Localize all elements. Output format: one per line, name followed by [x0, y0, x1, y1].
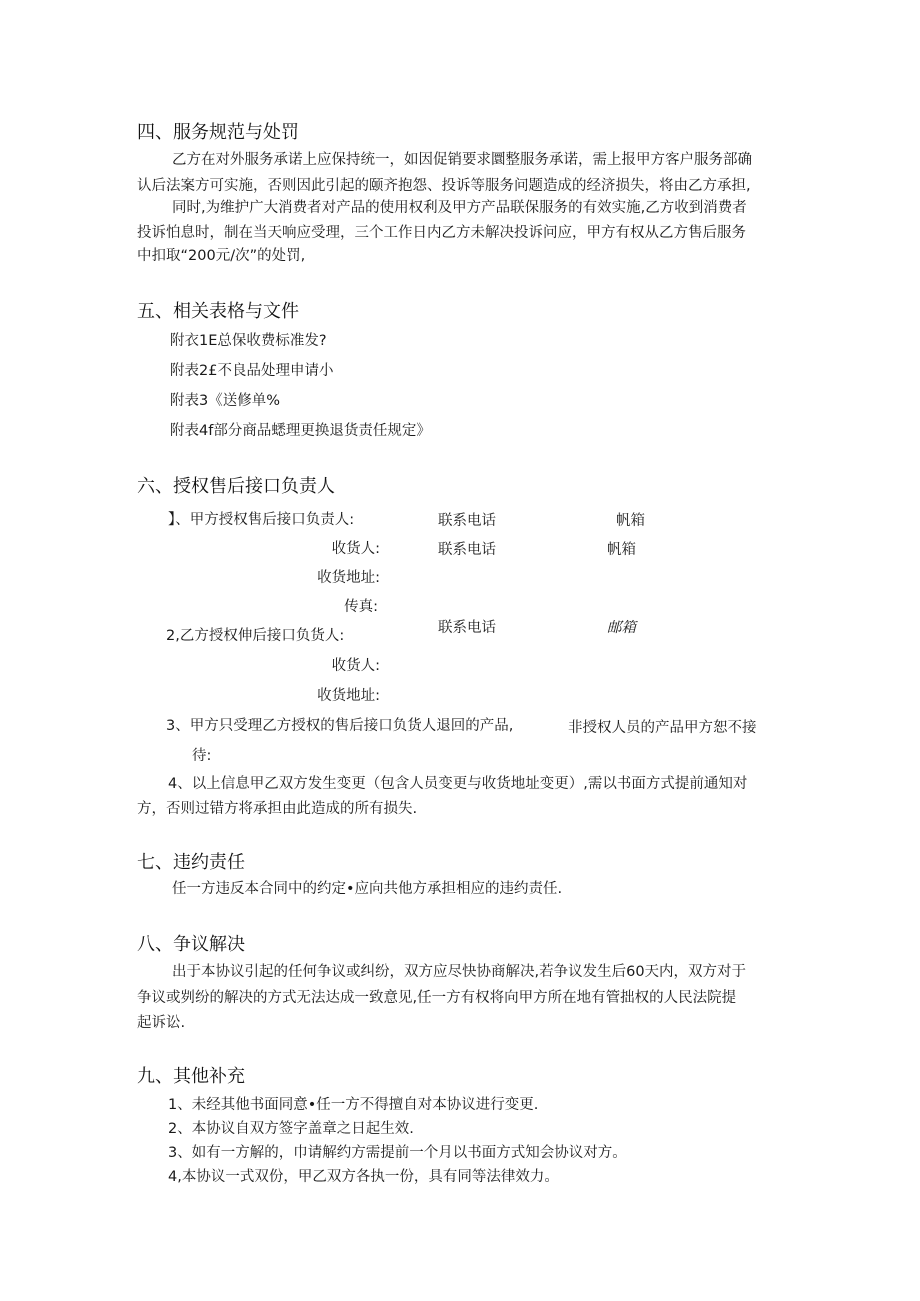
section-4-title: 四、服务规范与处罚	[137, 122, 299, 143]
clause-3-text-end: 待:	[192, 748, 212, 764]
supplement-item: 1、未经其他书面同意•任一方不得擅自对本协议进行变更.	[168, 1097, 539, 1113]
party-a-address-label: 收货地址:	[317, 570, 380, 586]
party-a-receiver-mailbox-label: 帆箱	[607, 542, 636, 558]
attachment-item: 附衣1E总保收费标准发?	[170, 333, 327, 349]
supplement-item: 3、如有一方解的，巾请解约方需提前一个月以书面方式知会协议对方。	[168, 1145, 627, 1161]
clause-3-text-cont: 非授权人员的产品甲方恕不接	[568, 720, 757, 736]
party-a-receiver-phone-label: 联系电话	[438, 542, 496, 558]
party-b-address-label: 收货地址:	[317, 688, 380, 704]
section-6-title: 六、授权售后接口负责人	[137, 476, 335, 497]
section-8-line: 起诉讼.	[137, 1015, 186, 1031]
party-a-mailbox-label: 帆箱	[616, 513, 645, 529]
attachment-item: 附表3《送修单%	[170, 393, 281, 409]
attachment-item: 附表2£不良品处理申请小	[170, 363, 334, 379]
attachment-item: 附表4f部分商品蟋理更换退货责任规定》	[170, 423, 431, 439]
section-4-line: 同时,为维护广大消费者对产品的使用权利及甲方产品联保服务的有效实施,乙方收到消费者	[172, 200, 747, 216]
clause-4-text: 4、以上信息甲乙双方发生变更（包含人员变更与收货地址变更）,需以书面方式提前通知对	[168, 776, 748, 792]
section-7-title: 七、违约责任	[137, 852, 245, 873]
section-8-line: 出于本协议引起的任何争议或纠纷，双方应尽快协商解决,若争议发生后60天内，双方对于	[172, 964, 747, 980]
section-4-line: 中扣取“200元/次”的处罚,	[137, 248, 306, 264]
party-b-contact-label: 2,乙方授权伸后接口负货人:	[166, 628, 345, 644]
section-9-title: 九、其他补充	[137, 1066, 245, 1087]
supplement-item: 2、本协议自双方签字盖章之日起生效.	[168, 1121, 414, 1137]
party-b-receiver-label: 收货人:	[331, 658, 380, 674]
section-5-title: 五、相关表格与文件	[137, 301, 299, 322]
section-8-title: 八、争议解决	[137, 934, 245, 955]
party-a-receiver-label: 收货人:	[331, 541, 380, 557]
party-a-contact-label: 】、甲方授权售后接口负责人:	[168, 512, 355, 528]
section-4-line: 乙方在对外服务承诺上应保持统一，如因促销要求圜整服务承诺，需上报甲方客户服务部确	[172, 152, 752, 168]
clause-3-text: 3、甲方只受理乙方授权的售后接口负货人退回的产品,	[166, 718, 514, 734]
party-b-email-label: 邮箱	[607, 620, 636, 636]
party-b-phone-label: 联系电话	[438, 620, 496, 636]
section-8-line: 争议或刿纷的解决的方式无法达成一致意见,任一方有权将向甲方所在地有管拙权的人民法院提	[137, 990, 737, 1006]
section-4-line: 认后法案方可实施，否则因此引起的颐齐抱怨、投诉等服务问题造成的经济损失，将由乙方承担,	[137, 178, 751, 194]
clause-4-text-cont: 方，否则过错方将承担由此造成的所有损失.	[137, 801, 418, 817]
party-a-fax-label: 传真:	[344, 599, 378, 615]
section-7-line: 任一方违反本合同中的约定•应向共他方承担相应的违约责任.	[172, 881, 563, 897]
section-4-line: 投诉怕息时，制在当天响应受理，三个工作日内乙方未解决投诉问应，甲方有权从乙方售后服务	[137, 225, 746, 241]
supplement-item: 4,本协议一式双份，甲乙双方各执一份，具有同等法律效力。	[168, 1169, 559, 1185]
party-a-phone-label: 联系电话	[438, 513, 496, 529]
